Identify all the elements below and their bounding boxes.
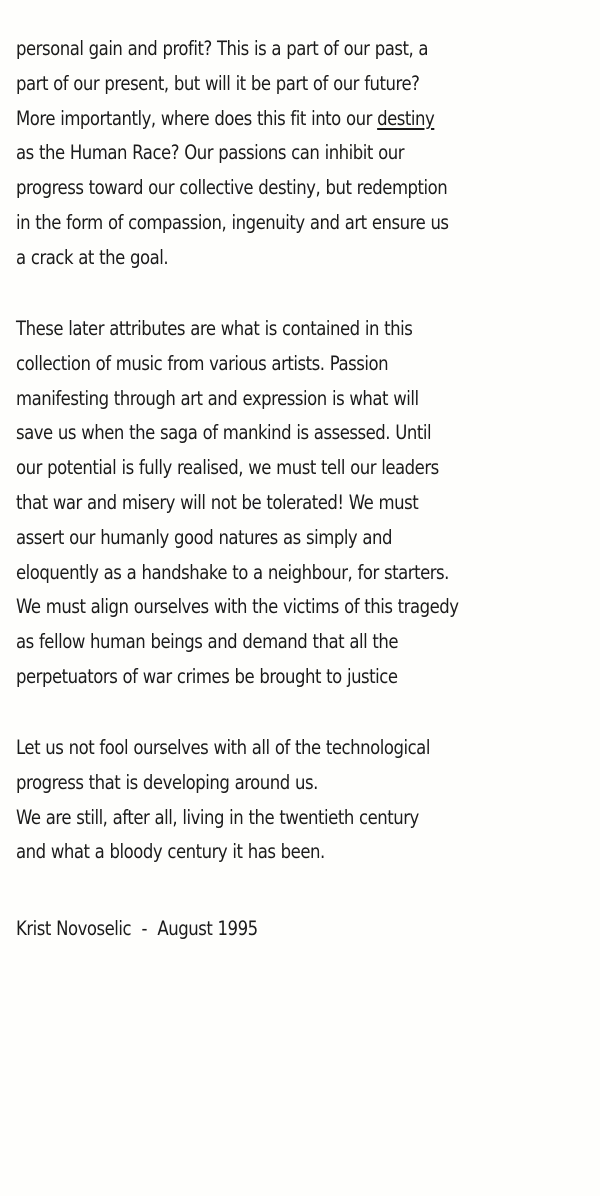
text-line: a crack at the goal. [16,245,169,269]
text-segment: More importantly, where does this fit into our [16,106,378,130]
text-line [16,102,511,137]
paragraph-2 [16,312,511,695]
text-line: personal gain and profit? This is a part of our past, a [16,37,429,60]
signature-line [16,912,511,947]
text-line: in the form of compassion, ingenuity and art ensure us [16,210,449,234]
signature: Krist Novoselic - August 1995 [16,917,258,940]
text-line: progress that is developing around us. [16,770,318,794]
text-line: part of our present, but will it be part of our future? [16,71,420,95]
paragraph-1 [16,32,511,276]
text-line: that war and misery will not be tolerated! We must [16,490,419,514]
text-line: and what a bloody century it has been. [16,840,325,864]
text-line: These later attributes are what is contained in this [16,317,413,340]
paragraph-3 [16,731,511,870]
text-line: eloquently as a handshake to a neighbour, for starters. [16,560,449,584]
text-line: as fellow human beings and demand that all the [16,630,399,654]
text-line: as the Human Race? Our passions can inhibit our [16,141,405,165]
underlined-word-destiny: destiny [377,106,435,130]
text-line: Let us not fool ourselves with all of the technological [16,736,430,759]
text-line: save us when the saga of mankind is assessed. Until [16,421,432,445]
text-line: assert our humanly good natures as simply and [16,525,393,549]
text-line: progress toward our collective destiny, but redemption [16,176,448,200]
text-line: our potential is fully realised, we must tell our leaders [16,456,439,480]
text-line: collection of music from various artists. Passion [16,351,389,375]
text-line: manifesting through art and expression is what will [16,386,419,410]
text-line: We must align ourselves with the victims of this tragedy [16,595,459,619]
text-line: We are still, after all, living in the twentieth century [16,805,419,829]
text-line: perpetuators of war crimes be brought to justice [16,664,398,688]
